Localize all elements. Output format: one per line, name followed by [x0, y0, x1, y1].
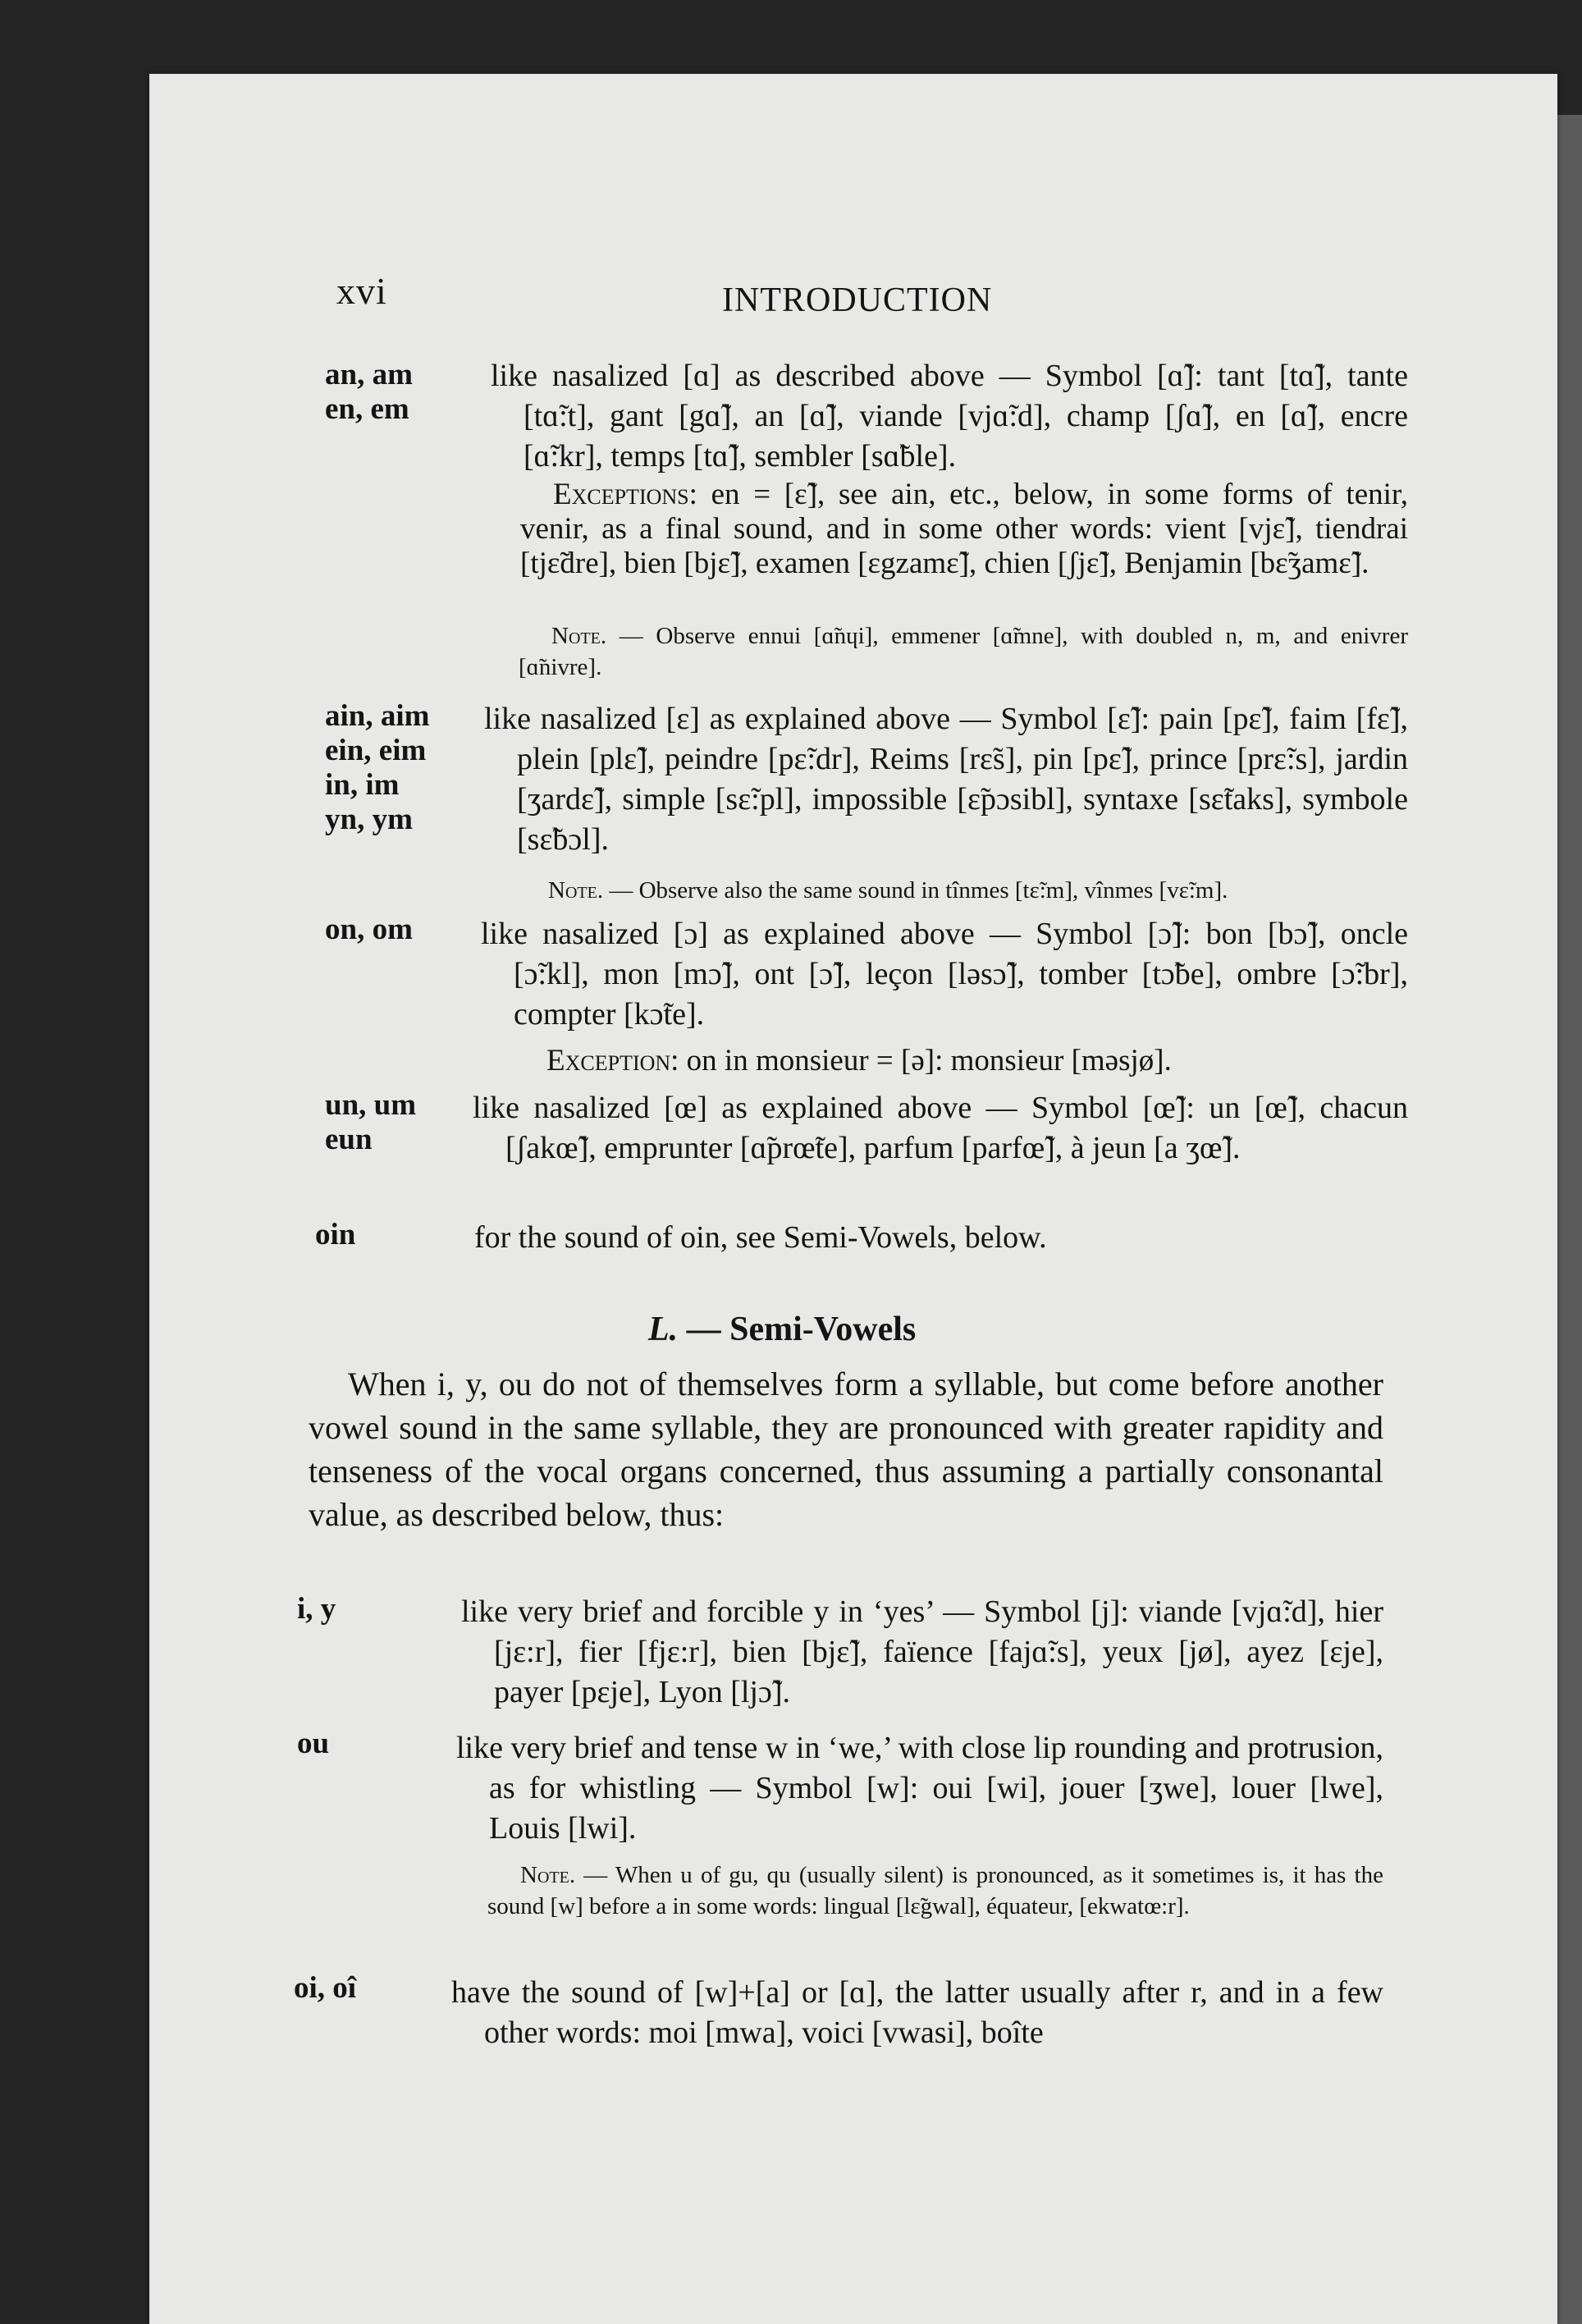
- entry-desc: like nasalized [œ] as explained above — Symbol [œ̃]:: [473, 1091, 1209, 1125]
- entry-examples: pain [pɛ̃], faim [fɛ̃], plein [plɛ̃], peindre [pɛ̃:dr], Reims [rɛ̃s], pin [pɛ̃], prince [prɛ̃:s], jardin [ʒardɛ̃], simple [sɛ̃:pl], impossible [ɛ̃pɔsibl], syntaxe [sɛ̃taks], symbole [sɛ̃bɔl].: [517, 702, 1408, 857]
- exceptions-text: : en = [ɛ̃], see ain, etc., below, in some forms of tenir, venir, as a final sound, and in some other words: vient [vjɛ̃], tiendrai [tjɛ̃dre], bien [bjɛ̃], examen [ɛgzamɛ̃], chien [ʃjɛ̃], Benjamin [bɛ̃ʒamɛ̃].: [520, 478, 1408, 580]
- exception-label: Exception: [546, 1044, 671, 1077]
- entry-text-oin: for the sound of oin, see Semi-Vowels, below.: [474, 1220, 1047, 1255]
- note-label: Note.: [520, 1862, 576, 1888]
- entry-spellings-an: an, am en, em: [325, 358, 413, 426]
- semivowels-intro: When i, y, ou do not of themselves form a syllable, but come before another vowel sound in the same syllable, they are pronounced with greater rapidity and tenseness of the vocal organs concerned, thus assuming a partially consonantal value, as described below, thus:: [309, 1366, 1383, 1533]
- entry-examples: un [œ̃], chacun [ʃakœ̃], emprunter [ɑ̃prœ̃te], parfum [parfœ̃], à jeun [a ʒœ̃].: [505, 1091, 1408, 1165]
- entry-spellings-iy: i, y: [297, 1592, 336, 1626]
- exception-paragraph: [514, 1044, 1408, 1078]
- entry-text-un: [473, 1088, 1408, 1169]
- exceptions-label: Exceptions: [553, 478, 689, 511]
- page-number: xvi: [336, 270, 387, 312]
- entry-text-iy: like very brief and forcible y in ‘yes’ — Symbol [j]: viande [vjɑ̃:d], hier [jɛ:r], fier [fjɛ:r], bien [bjɛ̃], faïence [fajɑ̃:s], yeux [jø], ayez [ɛje], payer [pɛje], Lyon [ljɔ̃].: [461, 1594, 1383, 1709]
- entry-spellings-ou: ou: [297, 1727, 330, 1760]
- entry-spellings-oi: oi, oî: [294, 1971, 357, 2005]
- note-label: Note.: [548, 877, 604, 904]
- entry-text-ain: [484, 699, 1408, 860]
- note-paragraph: [487, 1860, 1383, 1922]
- exceptions-paragraph: [520, 478, 1408, 581]
- section-title-text: — Semi-Vowels: [678, 1311, 917, 1348]
- exception-text: : on in monsieur = [ə]: monsieur [məsjø].: [670, 1044, 1172, 1077]
- entry-text-oi: have the sound of [w]+[a] or [ɑ], the latter usually after r, and in a few other words: moi [mwa], voici [vwasi], boîte: [451, 1975, 1383, 2050]
- entry-desc: like nasalized [ɔ] as explained above — Symbol [ɔ̃]:: [481, 917, 1206, 951]
- entry-text-ou: like very brief and tense w in ‘we,’ with close lip rounding and protrusion, as for whistling — Symbol [w]: oui [wi], jouer [ʒwe], louer [lwe], Louis [lwi].: [456, 1731, 1383, 1846]
- entry-desc: like nasalized [ɛ] as explained above — Symbol [ɛ̃]:: [484, 702, 1159, 736]
- entry-examples: tant [tɑ̃], tante [tɑ̃:t], gant [gɑ̃], an [ɑ̃], viande [vjɑ̃:d], champ [ʃɑ̃], en [ɑ̃], encre [ɑ̃:kr], temps [tɑ̃], sembler [sɑ̃ble].: [524, 359, 1408, 473]
- running-head: INTRODUCTION: [722, 281, 993, 319]
- entry-spellings-un: un, um eun: [325, 1088, 417, 1156]
- entry-text-an: [491, 356, 1408, 477]
- note-label: Note.: [551, 623, 607, 649]
- note-paragraph: [519, 620, 1408, 683]
- entry-text-on: [481, 914, 1408, 1035]
- note-paragraph: [515, 875, 1408, 906]
- next-page-edge: [1557, 115, 1582, 2324]
- note-text: — Observe ennui [ɑ̃nɥi], emmener [ɑ̃mne], with doubled n, m, and enivrer [ɑ̃nivre].: [519, 623, 1408, 680]
- section-title: [648, 1310, 916, 1349]
- section-letter: L.: [648, 1311, 679, 1348]
- entry-spellings-oin: oin: [315, 1218, 356, 1251]
- note-text: — Observe also the same sound in tînmes [tɛ̃:m], vînmes [vɛ̃:m].: [603, 877, 1228, 904]
- entry-spellings-on: on, om: [325, 913, 413, 946]
- entry-examples: bon [bɔ̃], oncle [ɔ̃:kl], mon [mɔ̃], ont [ɔ̃], leçon [ləsɔ̃], tomber [tɔ̃be], ombre [ɔ̃:br], compter [kɔ̃te].: [514, 917, 1408, 1032]
- note-text: — When u of gu, qu (usually silent) is pronounced, as it sometimes is, it has the sound [w] before a in some words: lingual [lɛ̃gwal], équateur, [ekwatœ:r].: [487, 1862, 1383, 1919]
- entry-desc: like nasalized [ɑ] as described above — Symbol [ɑ̃]:: [491, 359, 1218, 393]
- entry-spellings-ain: ain, aim ein, eim in, im yn, ym: [325, 699, 430, 836]
